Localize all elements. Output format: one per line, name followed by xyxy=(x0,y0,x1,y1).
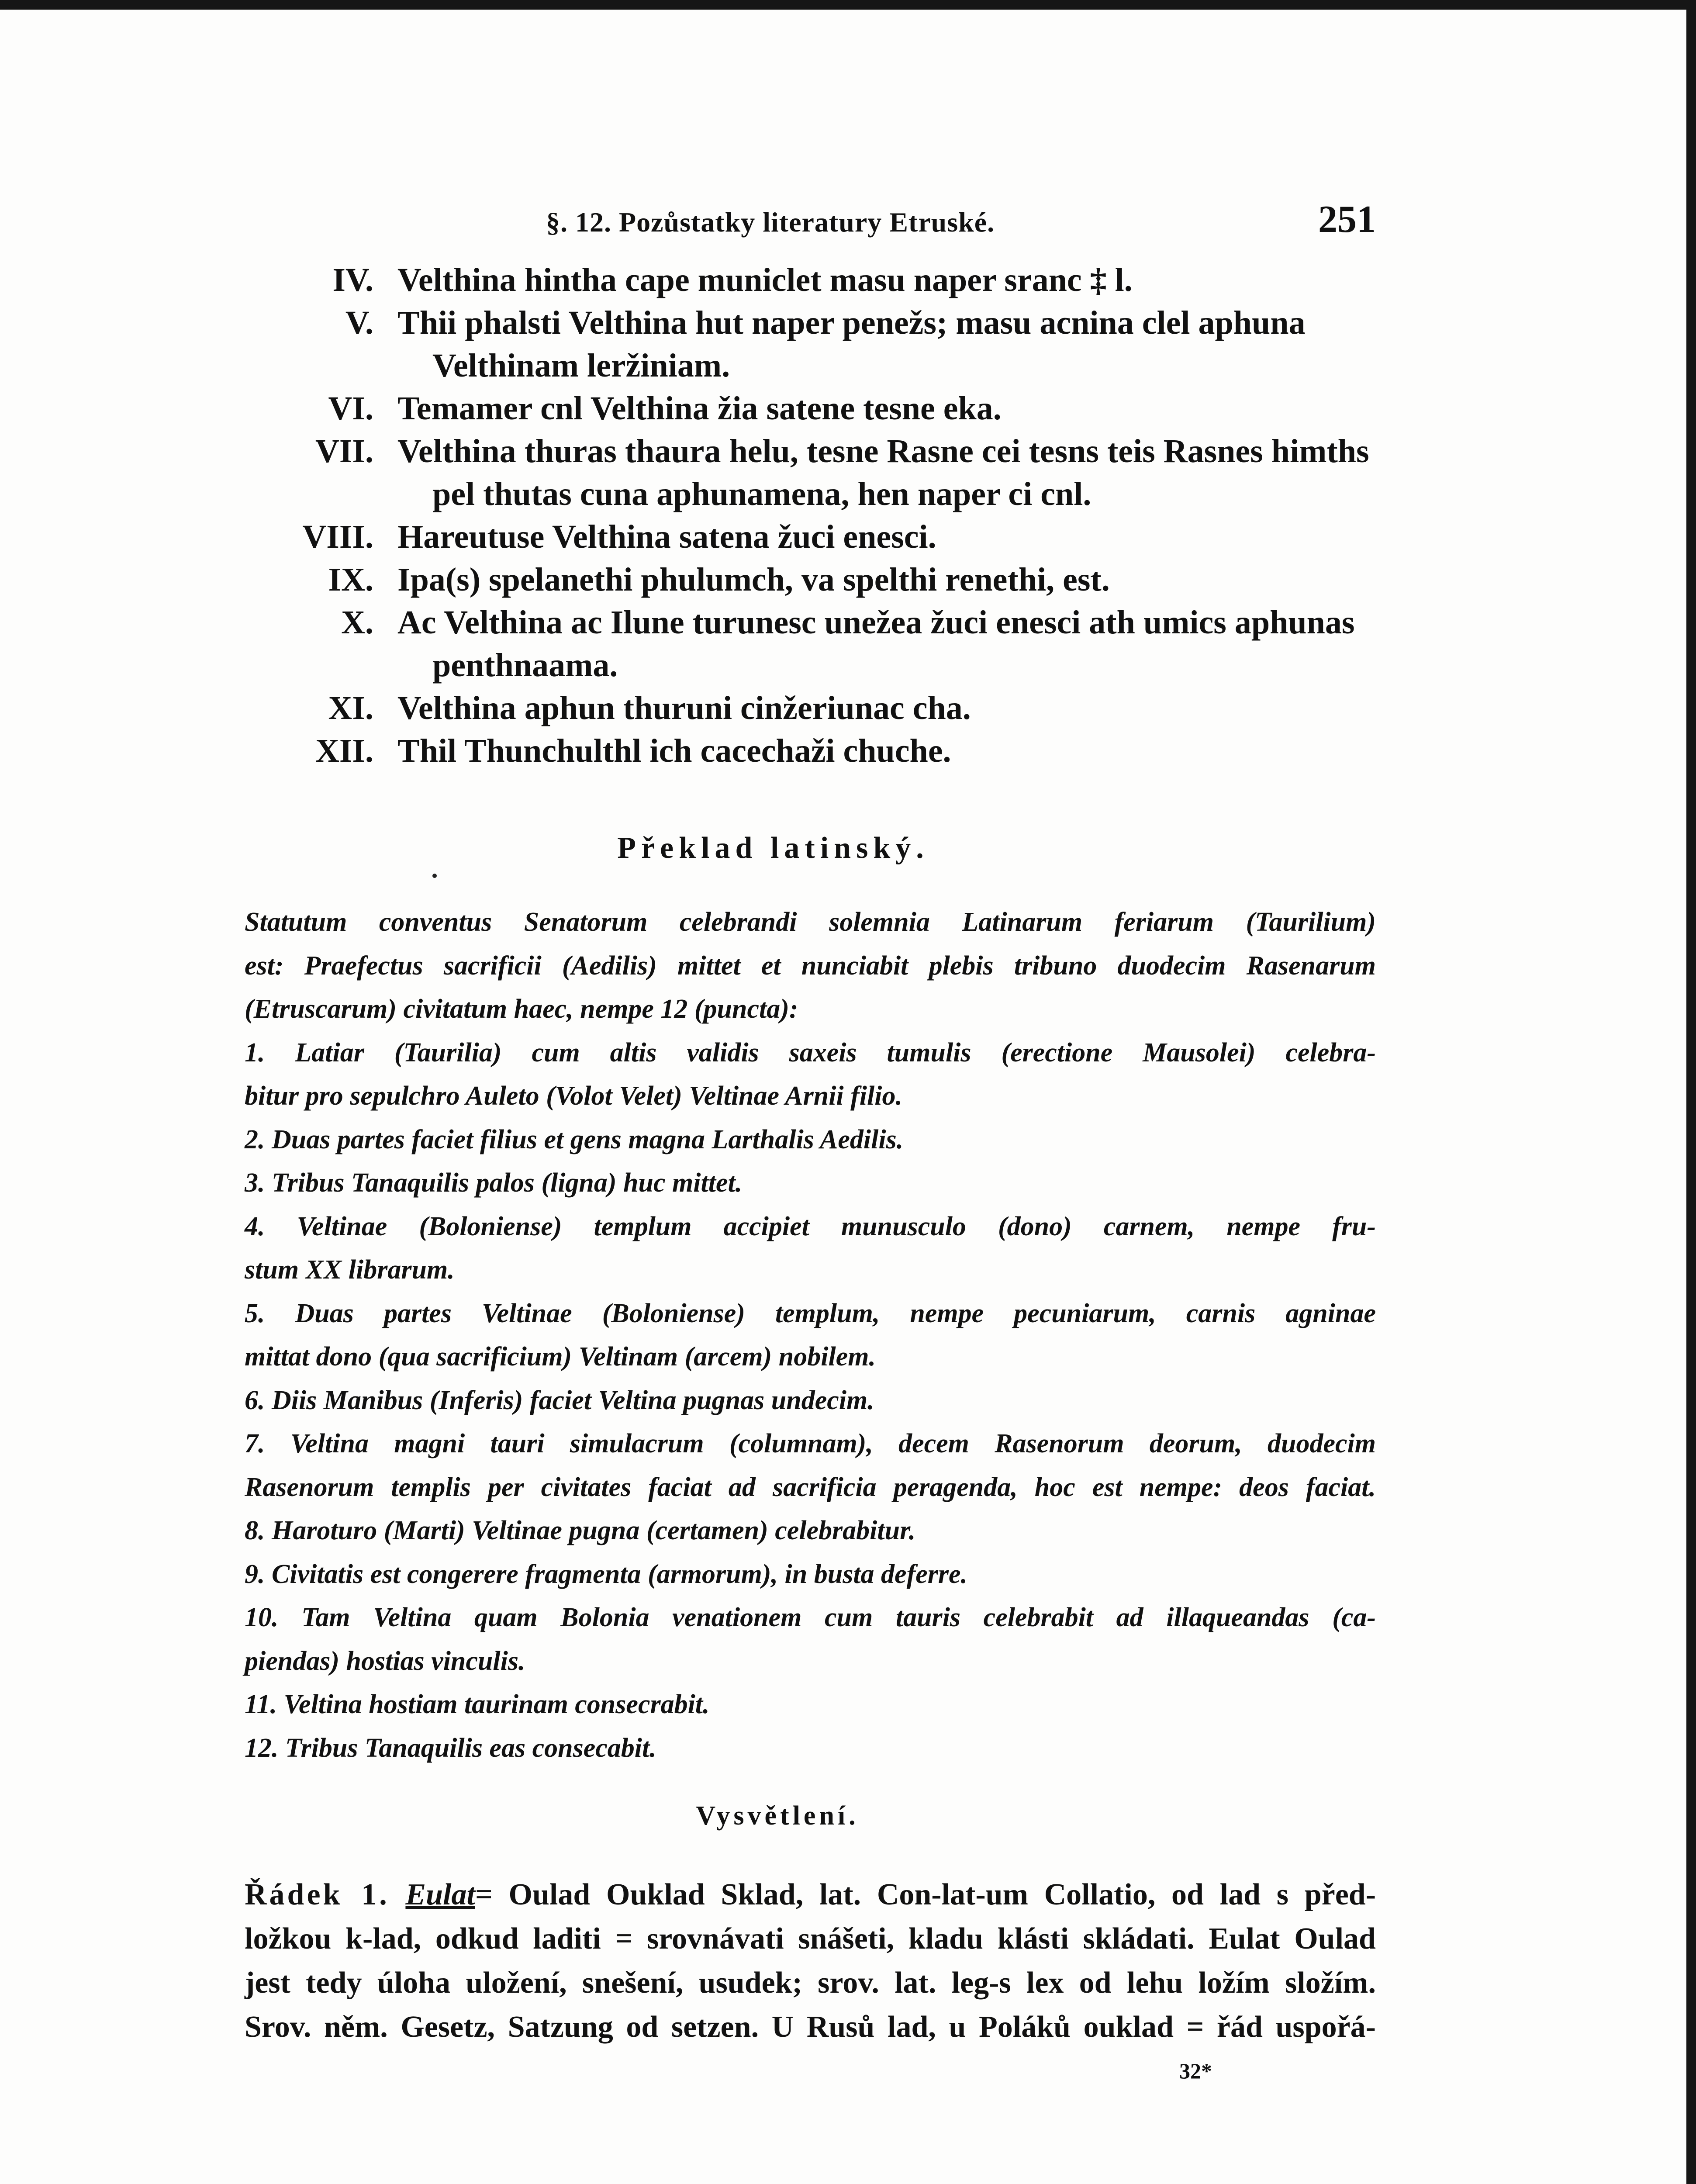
line-text: Velthina aphun thuruni cinžeriunac cha. xyxy=(397,690,971,726)
line-number: IV. xyxy=(332,262,373,298)
etruscan-text-block xyxy=(297,259,1389,772)
line-text: Thii phalsti Velthina hut naper penežs; masu acnina clel aphuna xyxy=(397,304,1306,341)
etruscan-line xyxy=(297,344,1389,387)
latin-line: 2. Duas partes faciet filius et gens magna Larthalis Aedilis. xyxy=(245,1124,904,1154)
latin-line: 11. Veltina hostiam taurinam consecrabit. xyxy=(245,1690,710,1719)
line-text: Temamer cnl Velthina žia satene tesne eka. xyxy=(397,390,1002,427)
latin-line: 1. Latiar (Taurilia) cum altis validis saxeis tumulis (erectione Mausolei) celebra- xyxy=(245,1037,1376,1068)
line-number: XII. xyxy=(315,733,373,769)
line-number: VIII. xyxy=(302,518,373,555)
line-text: Thil Thunchulthl ich cacechaži chuche. xyxy=(397,733,951,769)
latin-line: piendas) hostias vinculis. xyxy=(245,1646,525,1676)
line-number: IX. xyxy=(328,561,373,598)
latin-line: mittat dono (qua sacrificium) Veltinam (arcem) nobilem. xyxy=(245,1342,876,1372)
line-text: Velthina hintha cape municlet masu naper sranc ‡ l. xyxy=(397,262,1133,298)
line-text: Hareutuse Velthina satena žuci enesci. xyxy=(397,518,936,555)
explanation-line: Srov. něm. Gesetz, Satzung od setzen. U Rusů lad, u Poláků ouklad = řád uspořá- xyxy=(245,2010,1376,2044)
etruscan-line xyxy=(297,473,1389,515)
latin-line: 5. Duas partes Veltinae (Boloniense) templum, nempe pecuniarum, carnis agninae xyxy=(245,1298,1376,1328)
lead-word: Řádek 1. xyxy=(245,1878,390,1911)
latin-line: est: Praefectus sacrificii (Aedilis) mittet et nunciabit plebis tribuno duodecim Rasenarum xyxy=(245,950,1376,981)
latin-line: 3. Tribus Tanaquilis palos (ligna) huc mittet. xyxy=(245,1168,743,1198)
line-number: VII. xyxy=(315,433,373,470)
line-number: X. xyxy=(341,604,373,641)
explanation-line: ložkou k-lad, odkud laditi = srovnávati snášeti, kladu klásti skládati. Eulat Oulad xyxy=(245,1922,1376,1956)
lead-term: Eulat xyxy=(405,1878,475,1911)
latin-line: 6. Diis Manibus (Inferis) faciet Veltina pugnas undecim. xyxy=(245,1385,874,1415)
line-text: Velthina thuras thaura helu, tesne Rasne cei tesns teis Rasnes himths xyxy=(397,433,1369,470)
line-number: V. xyxy=(345,304,373,341)
etruscan-line xyxy=(297,644,1389,687)
line-number: VI. xyxy=(328,390,373,427)
running-title: §. 12. Pozůstatky literatury Etruské. xyxy=(546,207,995,238)
latin-line: Statutum conventus Senatorum celebrandi solemnia Latinarum feriarum (Taurilium) xyxy=(245,907,1376,937)
line-text: Velthinam leržiniam. xyxy=(432,347,730,384)
latin-line: 9. Civitatis est congerere fragmenta (armorum), in busta deferre. xyxy=(245,1559,968,1589)
etruscan-line xyxy=(297,515,1389,558)
etruscan-line xyxy=(297,301,1389,344)
line-text: Ac Velthina ac Ilune turunesc unežea žuci enesci ath umics aphunas xyxy=(397,604,1355,641)
latin-line: Rasenorum templis per civitates faciat ad sacrificia peragenda, hoc est nempe: deos faciat. xyxy=(245,1472,1376,1502)
page-header xyxy=(546,197,1376,245)
latin-line: bitur pro sepulchro Auleto (Volot Velet) Veltinae Arnii filio. xyxy=(245,1081,902,1111)
explanation-line xyxy=(245,1873,1376,1917)
latin-translation-block xyxy=(245,901,1376,1770)
stray-dot xyxy=(432,874,437,878)
explanation-line: jest tedy úloha uložení, snešení, usudek; srov. lat. leg-s lex od lehu ložím složím. xyxy=(245,1966,1376,2000)
latin-line: 8. Haroturo (Marti) Veltinae pugna (certamen) celebrabitur. xyxy=(245,1516,916,1545)
etruscan-line xyxy=(297,687,1389,729)
latin-line: 4. Veltinae (Boloniense) templum accipiet munusculo (dono) carnem, nempe fru- xyxy=(245,1211,1376,1241)
signature-mark: 32* xyxy=(1179,2059,1212,2083)
etruscan-line xyxy=(297,387,1389,430)
line-text: Ipa(s) spelanethi phulumch, va spelthi renethi, est. xyxy=(397,561,1110,598)
line-rest: = Oulad Ouklad Sklad, lat. Con-lat-um Collatio, od lad s před- xyxy=(475,1878,1376,1911)
latin-line: stum XX librarum. xyxy=(245,1255,455,1285)
etruscan-line xyxy=(297,729,1389,772)
etruscan-line xyxy=(297,259,1389,301)
explanation-heading: Vysvětlení. xyxy=(696,1801,859,1831)
page-number: 251 xyxy=(1318,198,1376,241)
line-number: XI. xyxy=(328,690,373,726)
etruscan-line xyxy=(297,558,1389,601)
latin-line: 7. Veltina magni tauri simulacrum (columnam), decem Rasenorum deorum, duodecim xyxy=(245,1429,1376,1458)
latin-line: (Etruscarum) civitatum haec, nempe 12 (puncta): xyxy=(245,994,798,1024)
etruscan-line xyxy=(297,430,1389,473)
line-text: pel thutas cuna aphunamena, hen naper ci cnl. xyxy=(432,476,1092,512)
etruscan-line xyxy=(297,601,1389,644)
latin-line: 12. Tribus Tanaquilis eas consecabit. xyxy=(245,1733,656,1763)
explanation-block xyxy=(245,1873,1376,2049)
latin-translation-heading: Překlad latinský. xyxy=(617,831,929,865)
line-text: penthnaama. xyxy=(432,647,618,684)
latin-line: 10. Tam Veltina quam Bolonia venationem cum tauris celebrabit ad illaqueandas (ca- xyxy=(245,1603,1376,1632)
